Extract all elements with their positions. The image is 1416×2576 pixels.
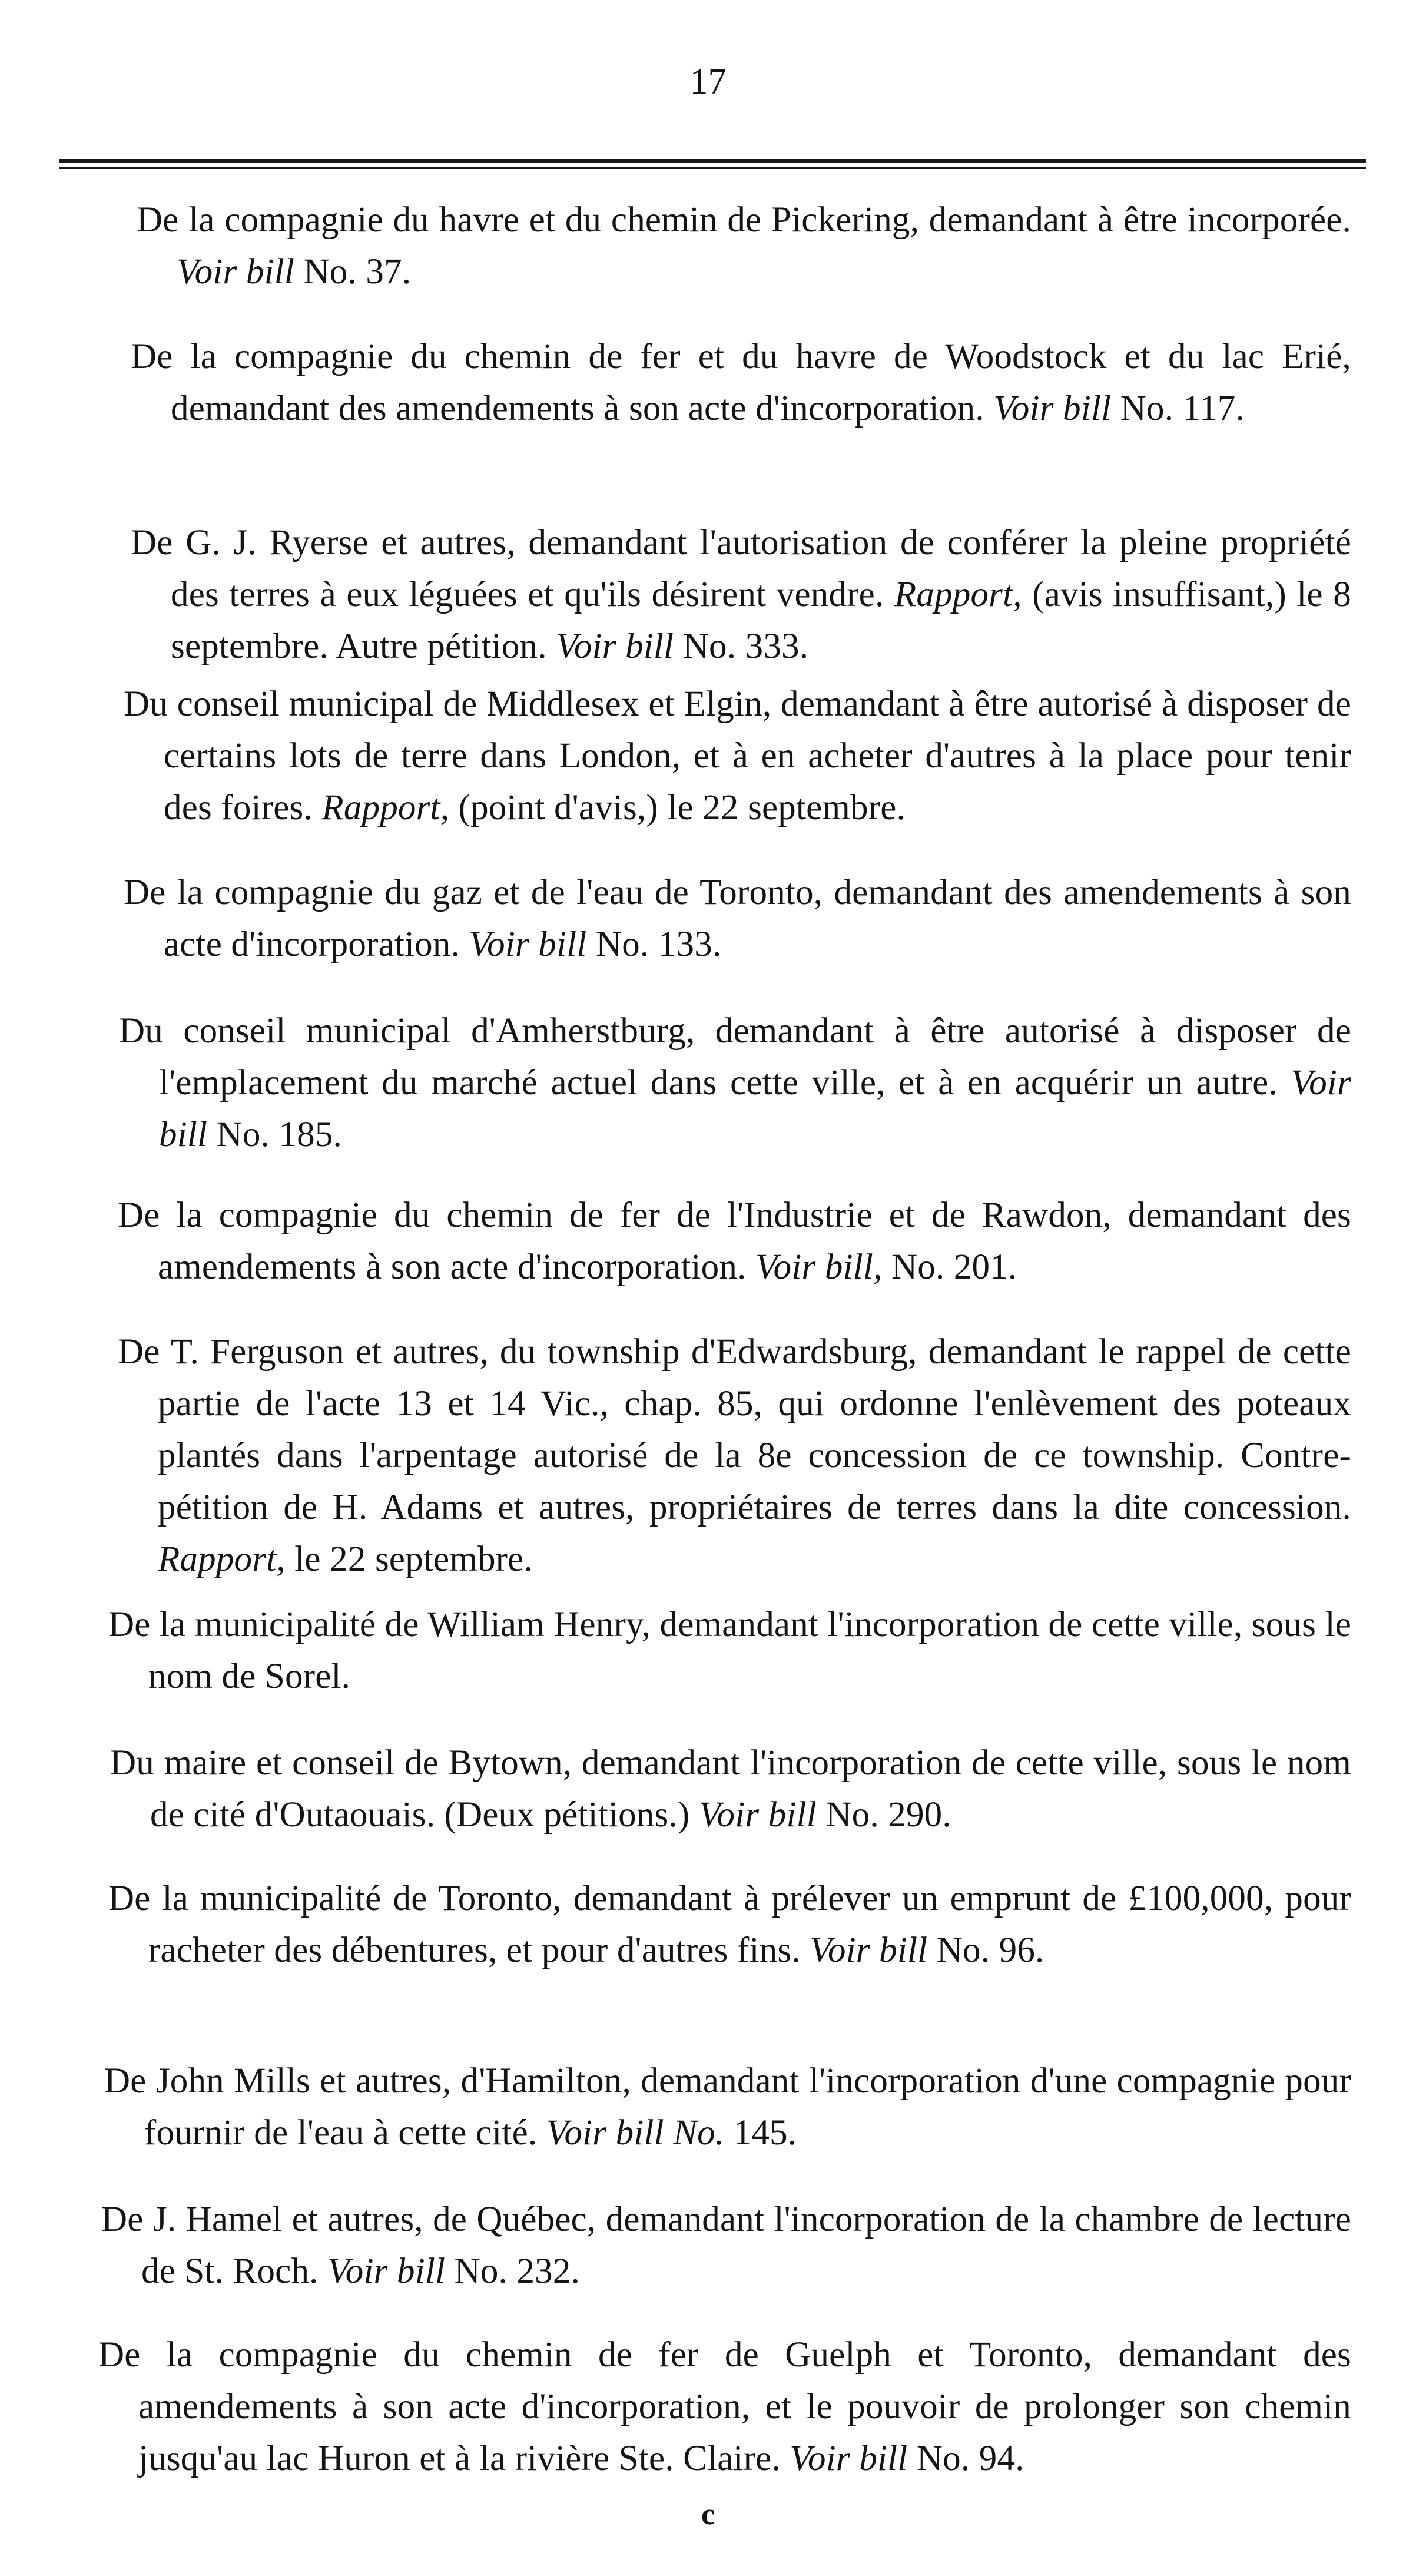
petition-text: Du conseil municipal d'Amherstburg, demandant à être autorisé à disposer de l'emplacement du marché actuel dans cette ville, et à en acquérir un autre.: [119, 1011, 1351, 1102]
signature-mark: c: [701, 2498, 715, 2531]
petition-entry: [110, 1737, 1351, 1841]
reference-label: Rapport,: [158, 1539, 286, 1579]
reference-label: Voir bill: [469, 925, 587, 964]
reference-number: No. 232.: [454, 2251, 581, 2291]
petition-text: De la municipalité de Toronto, demandant à prélever un emprunt de £100,000, pour racheter des débentures, et pour d'autres fins.: [108, 1879, 1351, 1970]
petition-entry: [104, 2055, 1351, 2159]
reference-label: Voir bill: [790, 2439, 908, 2478]
reference-number: No. 201.: [891, 1247, 1017, 1287]
petition-entry: [119, 1005, 1351, 1161]
petition-text: De la compagnie du chemin de fer et du havre de Woodstock et du lac Erié, demandant des amendements à son acte d'incorporation.: [131, 337, 1351, 428]
reference-detail: le 22 septembre.: [294, 1539, 533, 1579]
petition-text: De la municipalité de William Henry, demandant l'incorporation de cette ville, sous le nom de Sorel.: [108, 1605, 1351, 1696]
petition-entry: [108, 1599, 1351, 1703]
header-rule-thin: [59, 167, 1366, 169]
petition-entry: [124, 867, 1351, 971]
petition-text: De J. Hamel et autres, de Québec, demandant l'incorporation de la chambre de lecture de St. Roch.: [101, 2200, 1351, 2291]
petition-text: De la compagnie du chemin de fer de l'Industrie et de Rawdon, demandant des amendements à son acte d'incorporation.: [118, 1196, 1351, 1287]
reference-label: Voir bill: [327, 2251, 446, 2291]
reference-label: Rapport,: [321, 788, 450, 827]
petition-entry: [108, 1873, 1351, 1976]
reference-number: No. 37.: [303, 252, 412, 292]
petition-text: Du conseil municipal de Middlesex et Elgin, demandant à être autorisé à disposer de certains lots de terre dans London, et à en acheter d'autres à la place pour tenir des foires.: [124, 684, 1351, 827]
petition-text: De la compagnie du gaz et de l'eau de Toronto, demandant des amendements à son acte d'incorporation.: [124, 873, 1351, 964]
reference-label: Voir bill: [698, 1795, 817, 1835]
reference-label: Voir bill,: [755, 1247, 883, 1287]
header-rule-thick: [59, 159, 1366, 163]
reference-label: Voir bill: [159, 1063, 1351, 1154]
petition-entry: [131, 331, 1351, 435]
petition-entry: [131, 517, 1351, 673]
reference-label: Voir bill: [810, 1931, 928, 1970]
reference-detail: (avis insuffisant,) le 8 septembre. Autre pétition.: [171, 575, 1351, 666]
petition-text: Du maire et conseil de Bytown, demandant l'incorporation de cette ville, sous le nom de cité d'Outaouais. (Deux pétitions.): [110, 1743, 1351, 1835]
petition-entry: [101, 2194, 1351, 2297]
reference-number: No. 94.: [916, 2439, 1024, 2478]
reference-number: No. 185.: [216, 1115, 343, 1154]
petition-entry: [118, 1326, 1351, 1585]
reference-label: Voir bill No.: [546, 2113, 725, 2153]
reference-number: No. 117.: [1120, 389, 1245, 428]
reference-label: Voir bill: [177, 252, 295, 292]
page-number: 17: [689, 62, 727, 102]
petition-text: De John Mills et autres, d'Hamilton, demandant l'incorporation d'une compagnie pour fournir de l'eau à cette cité.: [104, 2061, 1351, 2153]
petition-text: De la compagnie du chemin de fer de Guelph et Toronto, demandant des amendements à son acte d'incorporation, et le pouvoir de prolonger son chemin jusqu'au lac Huron et à la rivière Ste. Claire.: [98, 2335, 1351, 2478]
petition-text: De la compagnie du havre et du chemin de Pickering, demandant à être incorporée.: [137, 200, 1351, 240]
petition-entry: [118, 1190, 1351, 1293]
reference-label: Rapport,: [894, 575, 1022, 614]
reference-number: No. 290.: [825, 1795, 951, 1835]
petition-text: De G. J. Ryerse et autres, demandant l'autorisation de conférer la pleine propriété des terres à eux léguées et qu'ils désirent vendre.: [131, 523, 1351, 614]
petition-text: De T. Ferguson et autres, du township d'Edwardsburg, demandant le rappel de cette partie de l'acte 13 et 14 Vic., chap. 85, qui ordonne l'enlèvement des poteaux plantés dans l'arpentage autorisé de la 8e concession de ce township. Contre-pétition de H. Adams et autres, propriétaires de terres dans la dite concession.: [118, 1332, 1351, 1527]
reference-number: No. 133.: [595, 925, 722, 964]
petition-entry: [124, 678, 1351, 834]
reference-detail: (point d'avis,) le 22 septembre.: [458, 788, 906, 827]
reference-number: No. 333.: [682, 627, 809, 666]
reference-label-2: Voir bill: [556, 627, 674, 666]
petition-entry: [137, 194, 1351, 298]
reference-number: No. 96.: [936, 1931, 1044, 1970]
reference-number: 145.: [733, 2113, 797, 2153]
reference-label: Voir bill: [993, 389, 1112, 428]
petition-entry: [98, 2329, 1351, 2485]
